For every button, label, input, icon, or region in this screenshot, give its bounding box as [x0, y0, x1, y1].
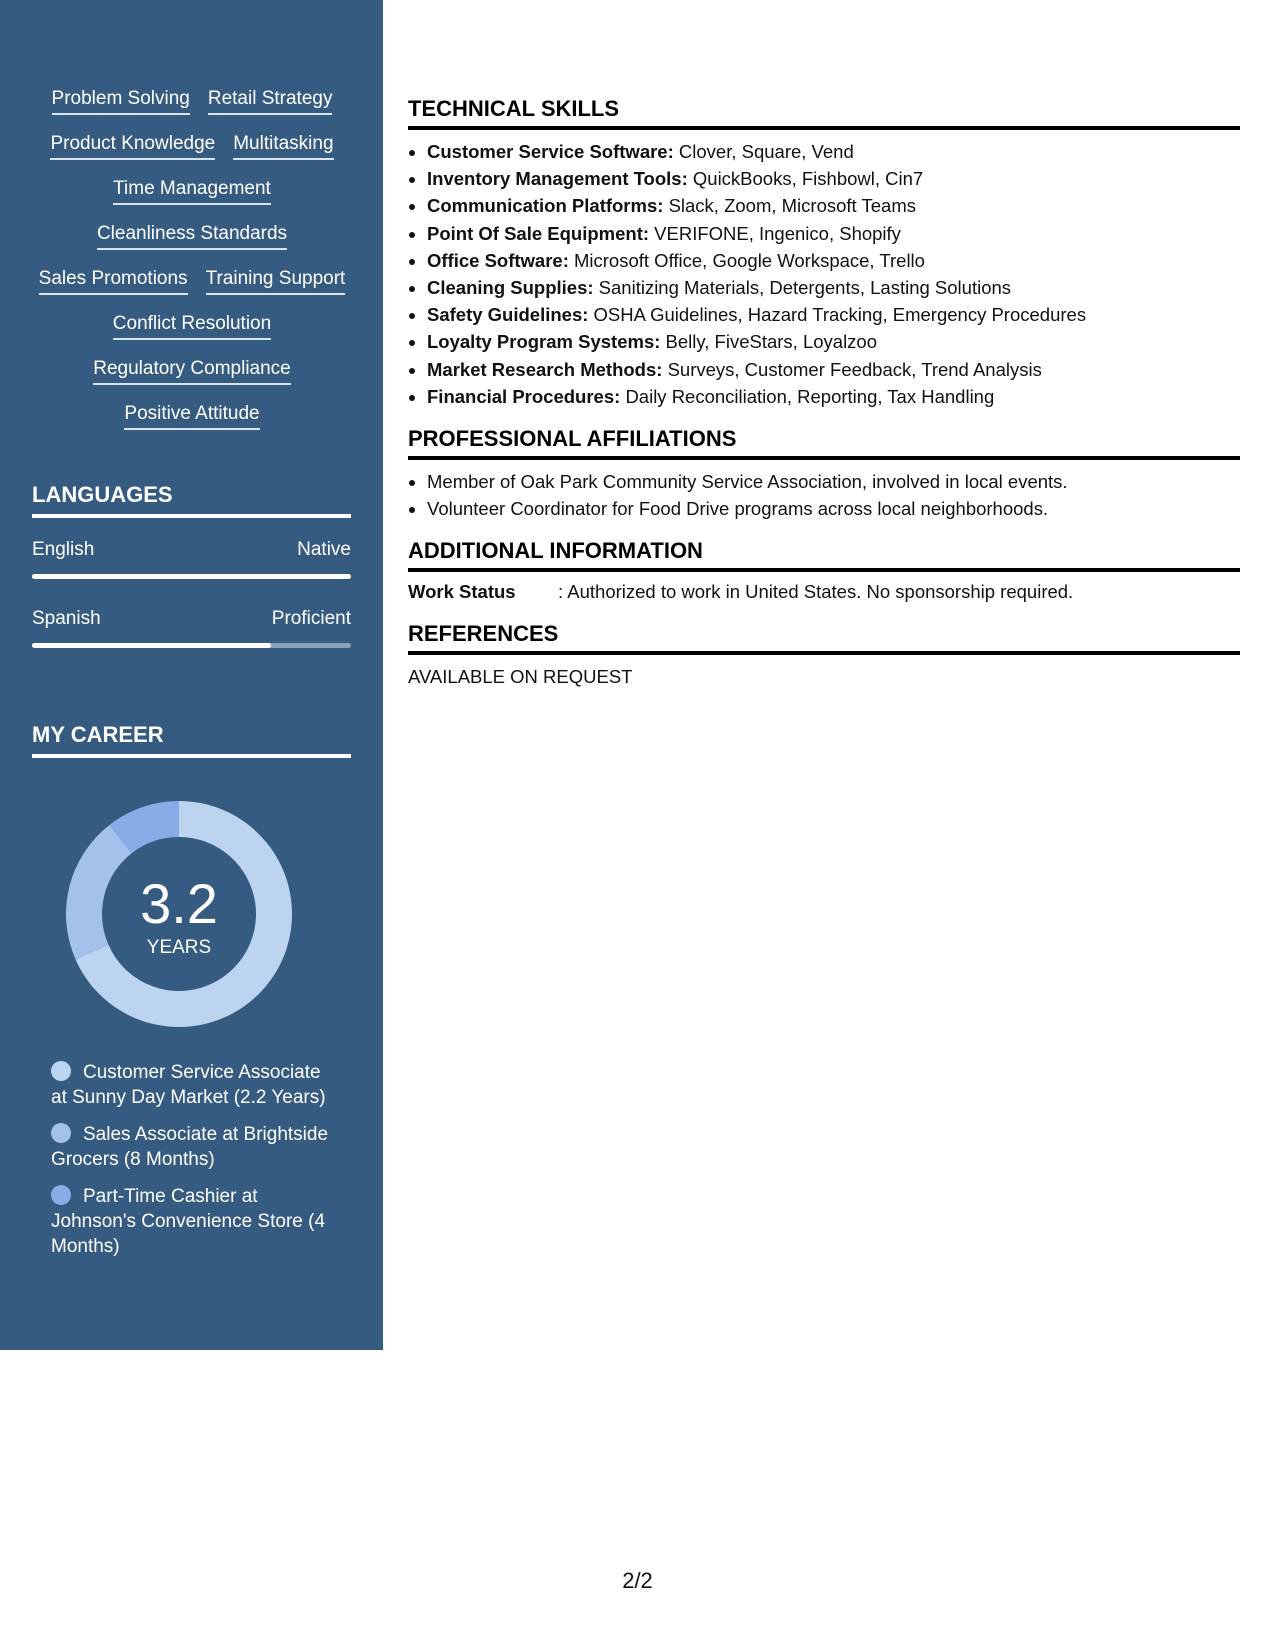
- skill-tag: Conflict Resolution: [113, 311, 271, 340]
- skill-values: Microsoft Office, Google Workspace, Trello: [574, 249, 925, 271]
- language-level: Native: [297, 539, 351, 560]
- skill-category: Market Research Methods:: [427, 358, 663, 380]
- career-legend-item: [51, 1184, 331, 1259]
- skill-category: Point Of Sale Equipment:: [427, 222, 650, 244]
- technical-skills-list: [408, 138, 1240, 410]
- language-english: [32, 538, 351, 579]
- additional-info-section: [408, 536, 1240, 605]
- skill-row: [22, 266, 362, 311]
- legend-dot: [51, 1061, 71, 1081]
- skill-row: [22, 356, 362, 401]
- career-total-value: 3.2: [140, 872, 218, 935]
- skill-tag: Problem Solving: [52, 86, 190, 115]
- skill-category: Cleaning Supplies:: [427, 277, 594, 299]
- skill-values: Daily Reconciliation, Reporting, Tax Handling: [625, 385, 995, 407]
- skill-values: Clover, Square, Vend: [678, 141, 854, 162]
- language-bar-fill: [32, 574, 351, 579]
- donut-segment: [66, 825, 132, 960]
- technical-skill-item: [427, 165, 1240, 192]
- career-legend: [51, 1060, 331, 1271]
- skill-row: [22, 221, 362, 266]
- career-legend-item: [51, 1122, 331, 1172]
- skill-category: Customer Service Software:: [427, 141, 674, 162]
- skill-tag: Cleanliness Standards: [97, 221, 287, 250]
- skill-category: Office Software:: [427, 249, 569, 271]
- sidebar: [0, 0, 383, 1350]
- page-number: 2/2: [622, 1568, 653, 1593]
- language-bar-fill: [32, 643, 271, 648]
- skill-tag: Training Support: [206, 266, 346, 295]
- career-heading: MY CAREER: [32, 720, 351, 758]
- career-donut-chart: [66, 801, 292, 1027]
- technical-skill-item: [427, 274, 1240, 301]
- skill-tag: Sales Promotions: [39, 266, 188, 295]
- work-status-label: Work Status: [408, 581, 516, 603]
- technical-skill-item: [427, 138, 1240, 165]
- skill-values: Slack, Zoom, Microsoft Teams: [668, 195, 916, 217]
- skill-row: [22, 311, 362, 356]
- skill-row: [22, 176, 362, 221]
- technical-skills-section: [408, 94, 1240, 410]
- affiliations-section: [408, 424, 1240, 522]
- technical-skill-item: [427, 192, 1240, 219]
- skill-values: Surveys, Customer Feedback, Trend Analysis: [667, 358, 1042, 380]
- legend-dot: [51, 1123, 71, 1143]
- skill-values: Sanitizing Materials, Detergents, Lasting Solutions: [598, 277, 1012, 299]
- career-legend-label: Part-Time Cashier at Johnson's Convenience Store (4 Months): [51, 1186, 326, 1257]
- language-bar: [32, 643, 351, 648]
- skill-values: VERIFONE, Ingenico, Shopify: [654, 222, 901, 244]
- references-heading: REFERENCES: [408, 619, 1240, 655]
- technical-skill-item: [427, 220, 1240, 247]
- references-text: AVAILABLE ON REQUEST: [408, 666, 633, 688]
- skill-row: [22, 401, 362, 446]
- technical-skill-item: [427, 356, 1240, 383]
- skill-tag: Time Management: [113, 176, 271, 205]
- skill-category: Financial Procedures:: [427, 385, 621, 407]
- skill-row: [22, 131, 362, 176]
- language-bar: [32, 574, 351, 579]
- language-name: Spanish: [32, 608, 101, 629]
- affiliations-list: [408, 468, 1240, 522]
- skill-values: QuickBooks, Fishbowl, Cin7: [692, 168, 924, 190]
- skill-tag: Regulatory Compliance: [93, 356, 291, 385]
- languages-heading: LANGUAGES: [32, 480, 351, 518]
- skill-tag: Positive Attitude: [124, 401, 259, 430]
- skill-category: Loyalty Program Systems:: [427, 331, 661, 353]
- career-total-unit: YEARS: [146, 937, 212, 958]
- list-item: • Member of Oak Park Community Service Association, involved in local events.: [427, 468, 1240, 495]
- technical-skill-item: [427, 383, 1240, 410]
- career-legend-label: Customer Service Associate at Sunny Day Market (2.2 Years): [51, 1062, 326, 1108]
- main-content: [408, 94, 1240, 704]
- skill-category: Inventory Management Tools:: [427, 168, 688, 190]
- work-status-row: [408, 578, 1240, 605]
- skill-category: Communication Platforms:: [427, 195, 664, 217]
- work-status-value: : Authorized to work in United States. No sponsorship required.: [558, 581, 1074, 603]
- skill-category: Safety Guidelines:: [427, 304, 589, 326]
- career-legend-item: [51, 1060, 331, 1110]
- career-legend-label: Sales Associate at Brightside Grocers (8 Months): [51, 1124, 329, 1170]
- skill-row: [22, 86, 362, 131]
- additional-info-heading: ADDITIONAL INFORMATION: [408, 536, 1240, 572]
- affiliations-heading: PROFESSIONAL AFFILIATIONS: [408, 424, 1240, 460]
- technical-skill-item: [427, 328, 1240, 355]
- technical-skills-heading: TECHNICAL SKILLS: [408, 94, 1240, 130]
- skill-tag: Product Knowledge: [50, 131, 215, 160]
- technical-skill-item: [427, 247, 1240, 274]
- language-spanish: [32, 607, 351, 648]
- skill-values: OSHA Guidelines, Hazard Tracking, Emergency Procedures: [593, 304, 1087, 326]
- language-name: English: [32, 539, 95, 560]
- skill-tag: Multitasking: [233, 131, 333, 160]
- list-item: • Volunteer Coordinator for Food Drive programs across local neighborhoods.: [427, 495, 1240, 522]
- references-section: [408, 619, 1240, 690]
- language-level: Proficient: [271, 608, 351, 629]
- skill-tags: [22, 86, 362, 446]
- legend-dot: [51, 1185, 71, 1205]
- skill-tag: Retail Strategy: [208, 86, 333, 115]
- skill-values: Belly, FiveStars, Loyalzoo: [665, 331, 878, 353]
- technical-skill-item: [427, 301, 1240, 328]
